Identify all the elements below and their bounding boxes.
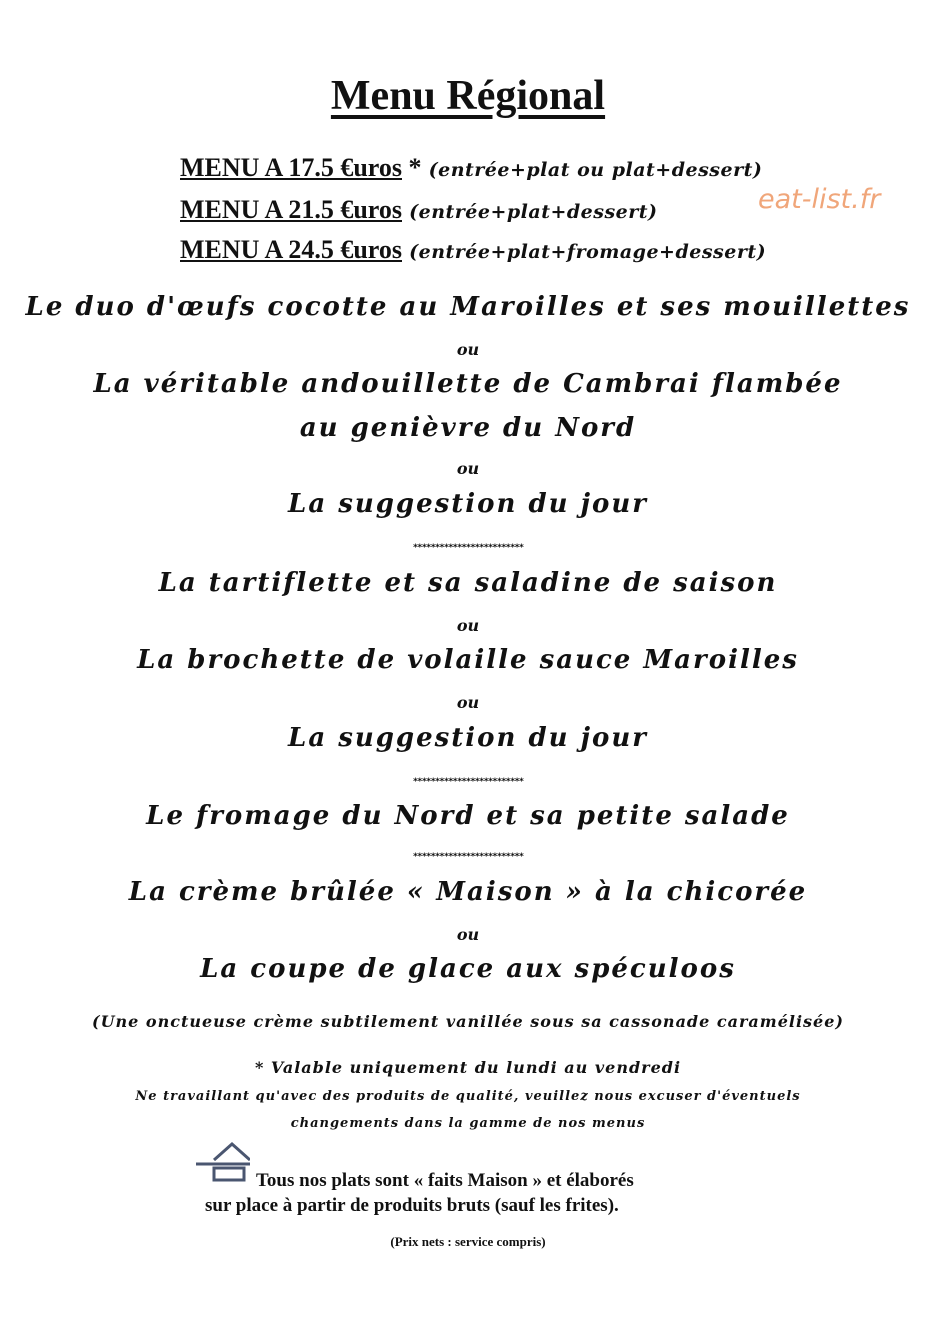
or-word: ou [456, 459, 480, 478]
watermark: eat-list.fr [758, 184, 881, 215]
menu-price-detail: (entrée+plat+dessert) [402, 201, 658, 223]
valable-note: * Valable uniquement du lundi au vendredi [254, 1058, 682, 1077]
menu-price-1 [180, 153, 762, 183]
menu-price-label: MENU A 21.5 €uros [180, 195, 402, 224]
entree-1: Le duo d'œufs cocotte au Maroilles et ses mouillettes [25, 292, 911, 322]
plat-2: La brochette de volaille sauce Maroilles [137, 645, 799, 675]
separator: ************************* [412, 777, 524, 787]
house-icon [196, 1140, 250, 1184]
entree-2-line1: La véritable andouillette de Cambrai flambée [93, 369, 843, 399]
plat-1: La tartiflette et sa saladine de saison [158, 568, 778, 598]
separator: ************************* [412, 543, 524, 553]
fait-maison-line2: sur place à partir de produits bruts (sauf les frites). [205, 1195, 619, 1216]
plat-3: La suggestion du jour [288, 723, 648, 753]
dessert-1: La crème brûlée « Maison » à la chicorée [128, 877, 808, 907]
separator: ************************* [412, 852, 524, 862]
or-word: ou [456, 616, 480, 635]
menu-price-3 [180, 235, 766, 265]
entree-2-line2: au genièvre du Nord [299, 413, 637, 443]
qualite-note-line1: Ne travaillant qu'avec des produits de qualité, veuillez nous excuser d'éventuels [135, 1089, 801, 1104]
or-word: ou [456, 925, 480, 944]
entree-3: La suggestion du jour [288, 489, 648, 519]
menu-price-2 [180, 195, 658, 225]
menu-price-star: * [402, 153, 422, 182]
fait-maison-line1: Tous nos plats sont « faits Maison » et élaborés [256, 1170, 634, 1191]
fromage: Le fromage du Nord et sa petite salade [146, 801, 790, 831]
dessert-note: (Une onctueuse crème subtilement vanillée sous sa cassonade caramélisée) [92, 1012, 844, 1031]
qualite-note-line2: changements dans la gamme de nos menus [290, 1116, 646, 1131]
prix-nets: (Prix nets : service compris) [390, 1234, 546, 1249]
dessert-2: La coupe de glace aux spéculoos [200, 954, 736, 984]
menu-price-detail: (entrée+plat+fromage+dessert) [402, 241, 767, 263]
menu-price-label: MENU A 17.5 €uros [180, 153, 402, 182]
page-title: Menu Régional [330, 73, 606, 119]
menu-price-label: MENU A 24.5 €uros [180, 235, 402, 264]
menu-price-detail: (entrée+plat ou plat+dessert) [421, 159, 763, 181]
or-word: ou [456, 340, 480, 359]
or-word: ou [456, 693, 480, 712]
